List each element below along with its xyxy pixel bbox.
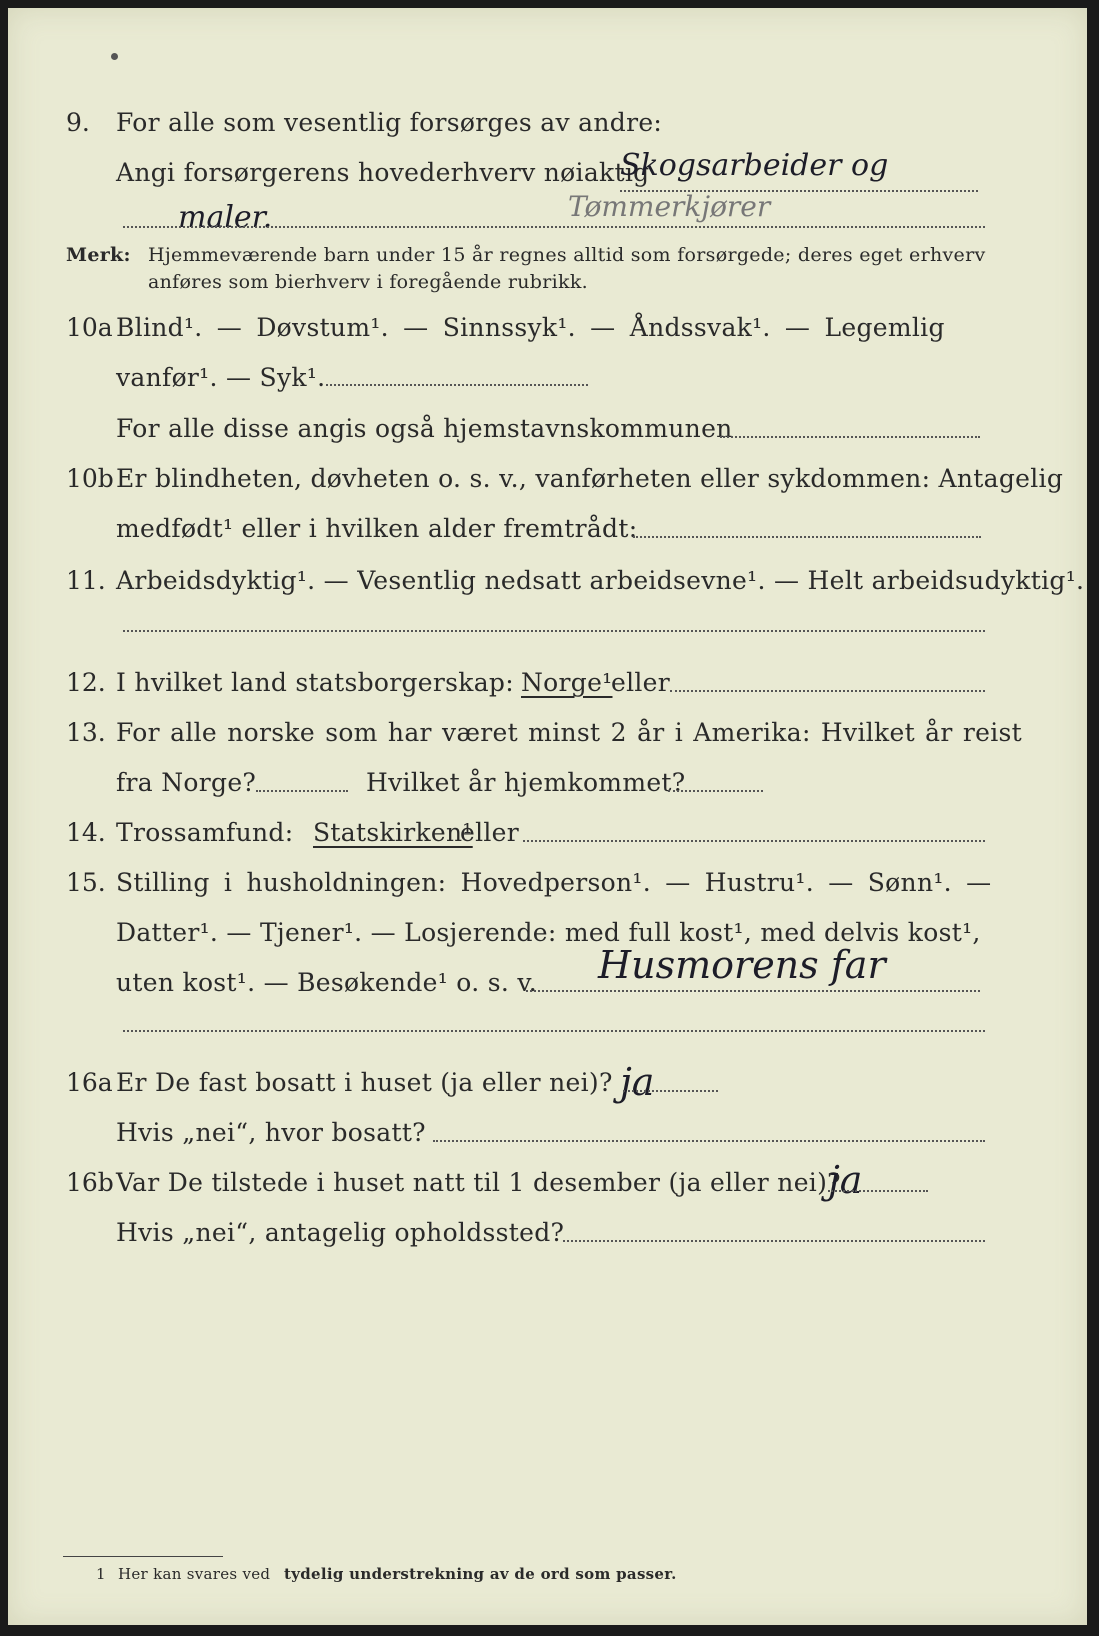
footnote-mark: 1 [96, 1565, 106, 1583]
q15-answer-line-2 [123, 1030, 985, 1032]
q9-answer-handwritten-1: Skogsarbeider og [620, 148, 889, 183]
q11-number: 11. [66, 566, 106, 595]
q10a-line2: vanfør¹. — Syk¹. [116, 363, 326, 392]
q12-norge-underlined: Norge¹ [521, 668, 613, 697]
q12-number: 12. [66, 668, 106, 697]
q10b-line2: medfødt¹ eller i hvilken alder fremtrådt: [116, 514, 638, 543]
q10b-number: 10b [66, 464, 114, 493]
q15-answer-line-1 [526, 990, 980, 992]
q16b-opholdssted-line [563, 1240, 985, 1242]
q13-line1: For alle norske som har været minst 2 år i Amerika: Hvilket år reist [116, 718, 1023, 747]
q13-line2a: fra Norge? [116, 768, 257, 797]
q10a-line1: Blind¹. — Døvstum¹. — Sinnssyk¹. — Åndssvak¹. — Legemlig [116, 313, 945, 342]
q10a-number: 10a [66, 313, 113, 342]
q16a-answer-handwritten: ja [620, 1060, 655, 1104]
q13-number: 13. [66, 718, 106, 747]
q11-line1: Arbeidsdyktig¹. — Vesentlig nedsatt arbeidsevne¹. — Helt arbeidsudyktig¹. [116, 566, 1085, 595]
q14-line1-pre: Trossamfund: [116, 818, 294, 847]
q15-line3: uten kost¹. — Besøkende¹ o. s. v. [116, 968, 538, 997]
q9-number: 9. [66, 108, 90, 137]
q10b-line1: Er blindheten, døvheten o. s. v., vanførheten eller sykdommen: Antagelig [116, 464, 1064, 493]
q10a-syk-line [326, 384, 588, 386]
footnote-text-plain: Her kan svares ved [118, 1565, 271, 1583]
q10b-alder-line [633, 536, 981, 538]
ink-speck [111, 53, 118, 60]
q16b-answer-line [828, 1190, 928, 1192]
footnote-rule [63, 1556, 223, 1557]
footnote-text-bold: tydelig understrekning av de ord som passer. [284, 1565, 677, 1583]
q16a-bosatt-line [433, 1140, 985, 1142]
merk-line1: Hjemmeværende barn under 15 år regnes alltid som forsørgede; deres eget erhverv [148, 244, 986, 266]
q15-line2: Datter¹. — Tjener¹. — Losjerende: med full kost¹, med delvis kost¹, [116, 918, 981, 947]
q16b-line2: Hvis „nei“, antagelig opholdssted? [116, 1218, 565, 1247]
q14-answer-line [523, 840, 985, 842]
merk-line2: anføres som bierhverv i foregående rubrikk. [148, 271, 588, 293]
q12-answer-line [670, 690, 985, 692]
q14-statskirken-underlined: Statskirken¹ [313, 818, 473, 847]
q15-line1: Stilling i husholdningen: Hovedperson¹. — Hustru¹. — Sønn¹. — [116, 868, 992, 897]
q12-line1-post: eller [611, 668, 671, 697]
q15-number: 15. [66, 868, 106, 897]
q9-line2: Angi forsørgerens hovederhverv nøiaktig [116, 158, 650, 187]
q11-answer-line [123, 630, 985, 632]
q10a-line3: For alle disse angis også hjemstavnskommunen [116, 414, 733, 443]
q12-line1-pre: I hvilket land statsborgerskap: [116, 668, 514, 697]
q14-line1-post: eller [460, 818, 520, 847]
q13-hjemkommet-line [668, 790, 763, 792]
census-form-page [8, 8, 1087, 1625]
q16b-line1: Var De tilstede i huset natt til 1 desember (ja eller nei)? [116, 1168, 841, 1197]
q13-reist-line [256, 790, 348, 792]
q16a-line2: Hvis „nei“, hvor bosatt? [116, 1118, 426, 1147]
q9-answer-line-2 [123, 226, 985, 228]
q16a-line1: Er De fast bosatt i huset (ja eller nei)? [116, 1068, 613, 1097]
q16b-number: 16b [66, 1168, 114, 1197]
q9-line1: For alle som vesentlig forsørges av andre: [116, 108, 663, 137]
q15-answer-handwritten: Husmorens far [598, 943, 886, 987]
q9-answer-pencil: Tømmerkjører [568, 190, 771, 223]
merk-label: Merk: [66, 244, 131, 266]
q16b-answer-handwritten: ja [828, 1158, 863, 1202]
q9-answer-handwritten-2: maler. [178, 200, 273, 235]
q14-number: 14. [66, 818, 106, 847]
q13-line2b: Hvilket år hjemkommet? [366, 768, 686, 797]
q10a-hjemstavn-line [720, 436, 980, 438]
q16a-answer-line [623, 1090, 718, 1092]
q16a-number: 16a [66, 1068, 113, 1097]
